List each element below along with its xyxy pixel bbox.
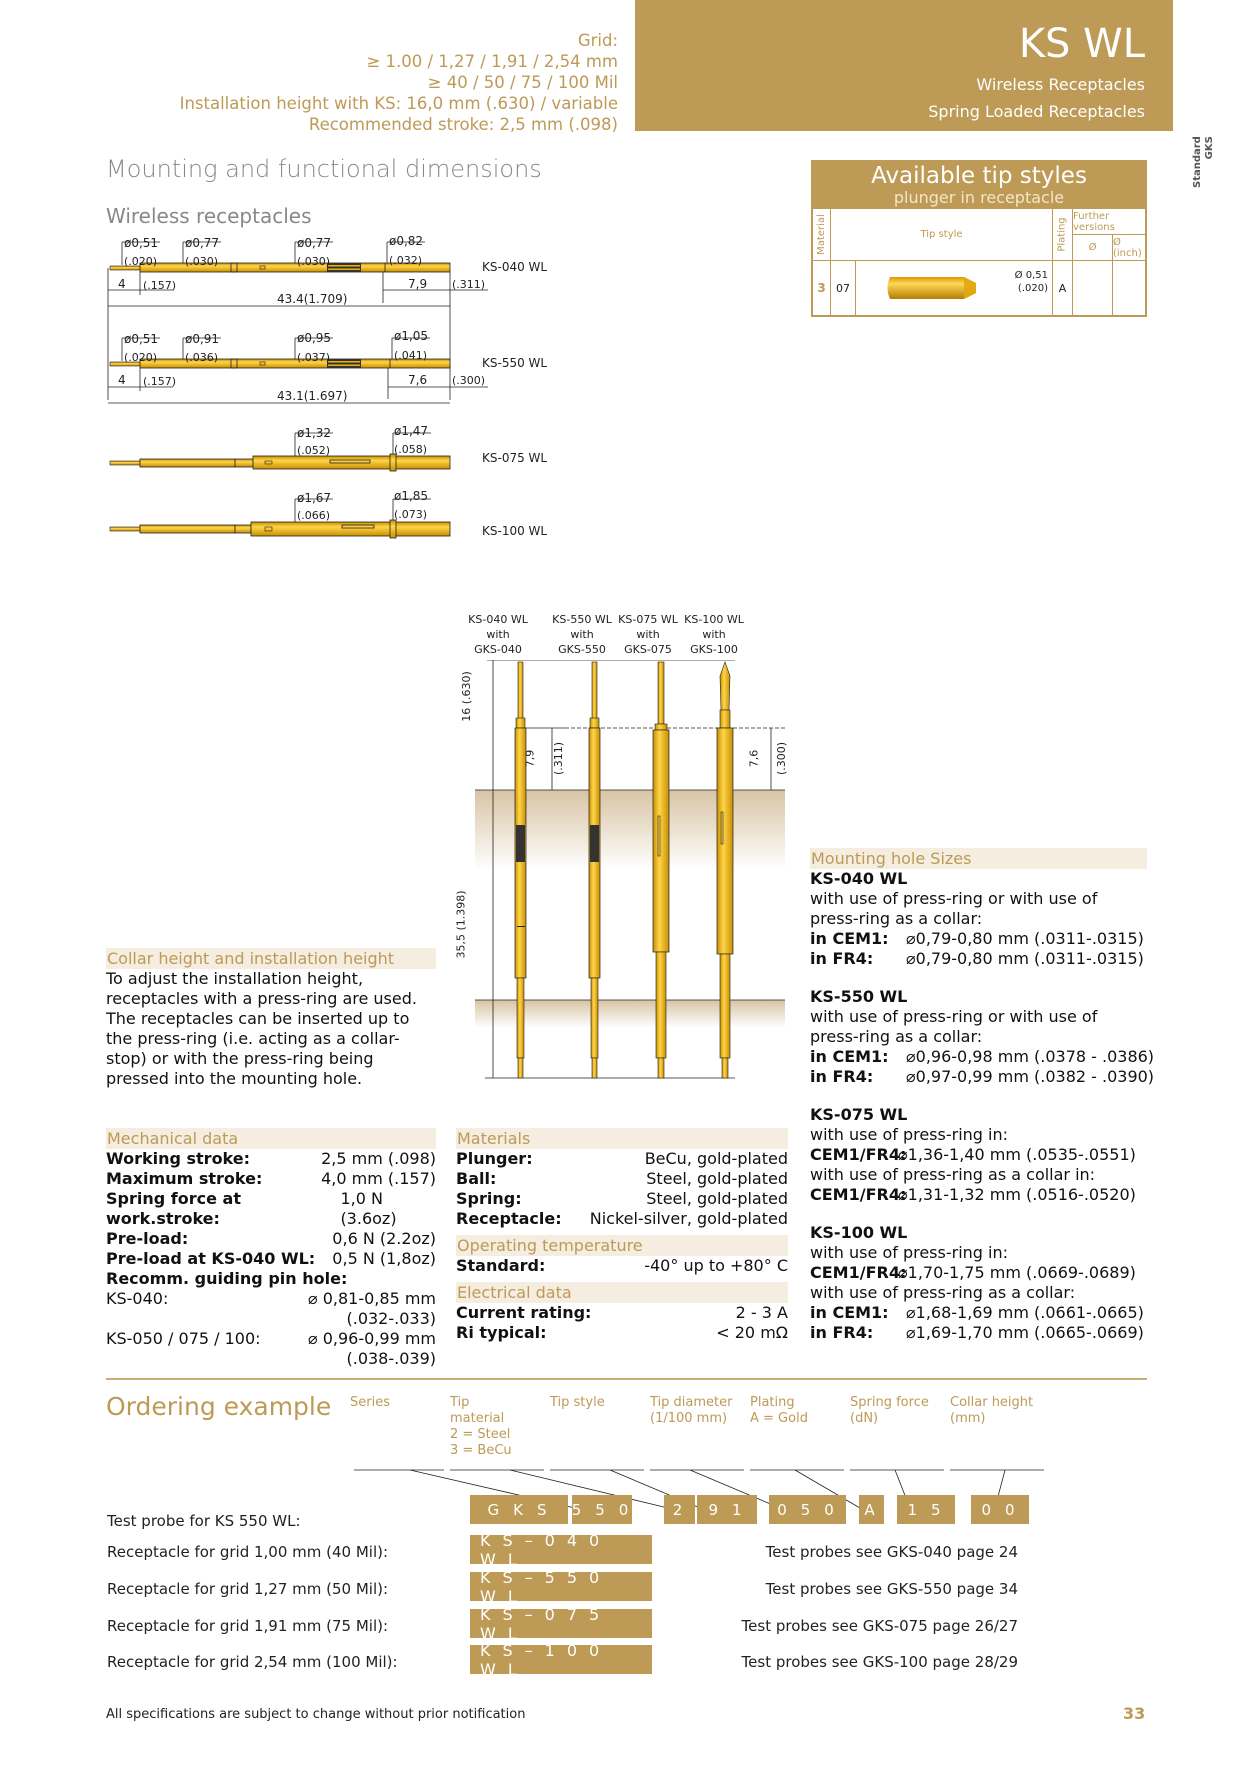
installation-dim-labels xyxy=(455,660,795,1100)
side-tab-label-1: Standard xyxy=(1192,136,1203,188)
mounting-hole-model: KS-100 WL xyxy=(810,1223,908,1242)
mounting-hole-block xyxy=(810,987,1155,1087)
receptacle-name: KS-100 WL xyxy=(482,524,548,538)
mounting-hole-size: ⌀0,97-0,99 mm (.0382 - .0390) xyxy=(906,1067,1155,1086)
install-height: Installation height with KS: 16,0 mm (.630) / variable xyxy=(179,94,618,113)
ordering-column-line: Plating xyxy=(750,1395,795,1410)
dim-label: (.073) xyxy=(394,508,428,521)
tip-styles-subtitle: plunger in receptacle xyxy=(893,188,1065,207)
grid-mm: ≥ 1.00 / 1,27 / 1,91 / 2,54 mm xyxy=(366,52,618,71)
mounting-hole-model: KS-040 WL xyxy=(810,869,908,888)
materials-title: Materials xyxy=(456,1128,788,1149)
tip-styles-title: Available tip styles xyxy=(871,163,1087,189)
data-value: ⌀ 0,81-0,85 mm xyxy=(308,1289,436,1308)
col-l2: with xyxy=(486,628,510,641)
ordering-column-line: material xyxy=(450,1411,505,1426)
mounting-hole-spec xyxy=(810,929,1147,949)
col-l2: with xyxy=(636,628,660,641)
mounting-hole-spec xyxy=(810,1067,1155,1087)
tip-diameter xyxy=(1015,269,1048,295)
mounting-hole-material: in CEM1: xyxy=(810,1303,889,1322)
data-row xyxy=(456,1189,788,1209)
data-value: 1,0 N (3.6oz) xyxy=(340,1189,397,1228)
tip-code: 07 xyxy=(836,281,850,295)
dim-label: 4 xyxy=(118,277,126,291)
dim-label: 7,9 xyxy=(408,277,428,291)
ordering-column-line: (mm) xyxy=(950,1411,986,1426)
dim-label: ø1,85 xyxy=(394,489,429,503)
mounting-hole-note: with use of press-ring or with use of press-ring as a collar: xyxy=(810,1007,1098,1046)
dim-label: ø0,77 xyxy=(297,236,332,250)
data-value: 2 - 3 A xyxy=(735,1303,788,1322)
dim-label: (.030) xyxy=(297,255,331,268)
receptacle-code: KS–040 WL xyxy=(470,1535,652,1564)
collar-section xyxy=(106,948,436,1089)
ordering-column-line: Spring force xyxy=(850,1395,929,1410)
dim-label: (.020) xyxy=(124,255,158,268)
dim-label: ø1,67 xyxy=(297,491,332,505)
col-plating-label: Plating xyxy=(1057,217,1069,252)
dim-label: (.041) xyxy=(394,349,428,362)
col-l3: GKS-075 xyxy=(624,643,672,656)
ordering-column-label xyxy=(550,1395,605,1411)
ordering-column-line: Collar height xyxy=(950,1395,1034,1410)
collar-title: Collar height and installation height xyxy=(106,948,436,969)
diagram-column-label xyxy=(455,612,541,657)
data-value: < 20 mΩ xyxy=(716,1323,788,1342)
ordering-column-line: Tip diameter xyxy=(650,1395,733,1410)
ordering-column-label xyxy=(850,1395,929,1427)
receptacle-code: KS–075 WL xyxy=(470,1609,652,1638)
data-key: KS-050 / 075 / 100: xyxy=(106,1329,261,1348)
data-value: Nickel-silver, gold-plated xyxy=(589,1209,788,1228)
dim-collar-a: 7,9 xyxy=(523,749,537,768)
mounting-holes-title: Mounting hole Sizes xyxy=(810,848,1147,869)
data-key: Standard: xyxy=(456,1256,546,1275)
col-l2: with xyxy=(702,628,726,641)
test-probe-reference: Test probes see GKS-550 page 34 xyxy=(765,1580,1018,1598)
dim-label: 43.4(1.709) xyxy=(277,292,348,306)
mounting-hole-block xyxy=(810,869,1147,969)
mounting-hole-spec xyxy=(810,1303,1147,1323)
mounting-hole-note: with use of press-ring or with use of press-ring as a collar: xyxy=(810,889,1098,928)
row-code xyxy=(831,261,856,315)
col-dia xyxy=(1073,235,1113,261)
mechanical-title: Mechanical data xyxy=(106,1128,436,1149)
data-key: Pre-load: xyxy=(106,1229,189,1248)
mechanical-section xyxy=(106,1128,436,1369)
mounting-hole-blocks xyxy=(810,869,1155,1343)
title-banner xyxy=(635,0,1173,131)
side-tab-label-2: GKS xyxy=(1204,136,1215,160)
data-value: BeCu, gold-plated xyxy=(644,1149,788,1168)
receptacle-name: KS-550 WL xyxy=(482,356,548,370)
dim-label: ø0,77 xyxy=(185,236,220,250)
dim-label: (.311) xyxy=(452,278,486,291)
mounting-hole-block xyxy=(810,1223,1147,1343)
tip-style-icon xyxy=(884,273,984,303)
diagram-column-label xyxy=(615,612,681,657)
plating-value: A xyxy=(1058,281,1067,295)
data-value: 4,0 mm (.157) xyxy=(321,1169,436,1188)
tip-dia-inch: (.020) xyxy=(1017,283,1048,294)
ordering-title: Ordering example xyxy=(106,1392,332,1421)
row-dia-empty xyxy=(1073,261,1113,315)
data-value-inch: (.032-.033) xyxy=(346,1309,436,1328)
col-l3: GKS-040 xyxy=(474,643,522,656)
mounting-hole-size: ⌀1,69-1,70 mm (.0665-.0669) xyxy=(906,1323,1144,1342)
dim-label: ø1,32 xyxy=(297,426,332,440)
data-row xyxy=(456,1149,788,1169)
data-key: Maximum stroke: xyxy=(106,1169,263,1188)
mounting-hole-size: ⌀1,70-1,75 mm (.0669-.0689) xyxy=(898,1263,1136,1282)
mounting-hole-material: in FR4: xyxy=(810,1323,874,1342)
dim-collar-b-inch: (.300) xyxy=(775,741,789,776)
temperature-rows xyxy=(456,1256,788,1276)
data-key: KS-040: xyxy=(106,1289,169,1308)
mounting-hole-size: ⌀1,31-1,32 mm (.0516-.0520) xyxy=(898,1185,1136,1204)
data-row xyxy=(106,1189,436,1229)
data-row xyxy=(106,1249,436,1269)
dim-label: (.052) xyxy=(297,444,331,457)
ordering-column-line: (dN) xyxy=(850,1411,879,1426)
data-row xyxy=(106,1289,436,1309)
data-row xyxy=(106,1329,436,1349)
test-probe-reference: Test probes see GKS-075 page 26/27 xyxy=(741,1617,1018,1635)
dim-label: 43.1(1.697) xyxy=(277,389,348,403)
grid-label: Grid: xyxy=(577,31,618,50)
col-further xyxy=(1073,209,1147,235)
ordering-column-line: A = Gold xyxy=(750,1411,808,1426)
data-key: Ri typical: xyxy=(456,1323,547,1342)
data-key: Working stroke: xyxy=(106,1149,251,1168)
dim-label: (.058) xyxy=(394,443,428,456)
receptacle-code: KS–100 WL xyxy=(470,1645,652,1674)
mounting-hole-material: CEM1/FR4: xyxy=(810,1145,907,1164)
data-key: Ball: xyxy=(456,1169,497,1188)
data-key: Receptacle: xyxy=(456,1209,562,1228)
dim-label: ø0,82 xyxy=(389,234,424,248)
data-row xyxy=(456,1303,788,1323)
receptacle-code: KS–550 WL xyxy=(470,1572,652,1601)
dim-label: ø1,05 xyxy=(394,329,429,343)
subsection-title: Wireless receptacles xyxy=(106,204,312,228)
col-l3: GKS-550 xyxy=(558,643,606,656)
dim-collar-a-inch: (.311) xyxy=(552,741,566,776)
row-material xyxy=(813,261,831,315)
data-value: ⌀ 0,96-0,99 mm xyxy=(308,1329,436,1348)
code-segment: 550 xyxy=(572,1495,632,1524)
materials-section xyxy=(456,1128,788,1343)
code-segment: 050 xyxy=(769,1495,846,1524)
data-row xyxy=(106,1229,436,1249)
tip-styles-grid xyxy=(813,209,1145,315)
dim-height: 16 (.630) xyxy=(459,671,473,722)
data-value: Steel, gold-plated xyxy=(646,1169,788,1188)
mounting-hole-spec xyxy=(810,1047,1155,1067)
tip-styles-header xyxy=(813,162,1145,209)
code-segment: 2 xyxy=(664,1495,695,1524)
receptacle-grid-label: Receptacle for grid 2,54 mm (100 Mil): xyxy=(107,1653,398,1671)
mounting-hole-note: with use of press-ring in: xyxy=(810,1125,1008,1144)
mounting-hole-material: CEM1/FR4: xyxy=(810,1263,907,1282)
test-probe-reference: Test probes see GKS-100 page 28/29 xyxy=(741,1653,1018,1671)
mounting-hole-material: in CEM1: xyxy=(810,1047,889,1066)
ordering-column-line: Tip xyxy=(450,1395,470,1410)
dim-label: (.157) xyxy=(143,375,177,388)
drawing-labels xyxy=(100,225,580,555)
col-plating xyxy=(1053,209,1073,261)
dim-label: ø0,91 xyxy=(185,332,220,346)
data-value: -40° up to +80° C xyxy=(644,1256,788,1275)
subtitle-1: Wireless Receptacles xyxy=(976,75,1145,94)
mounting-hole-size: ⌀0,79-0,80 mm (.0311-.0315) xyxy=(906,949,1144,968)
data-key: Current rating: xyxy=(456,1303,592,1322)
data-row xyxy=(456,1256,788,1276)
product-title: KS WL xyxy=(1018,21,1145,67)
col-further-label: Further versions xyxy=(1073,210,1115,233)
code-segment: 00 xyxy=(971,1495,1029,1524)
page-number: 33 xyxy=(1123,1704,1146,1723)
ordering-column-label xyxy=(350,1395,390,1411)
col-l1: KS-075 WL xyxy=(618,613,678,626)
ordering-column-label xyxy=(650,1395,732,1427)
data-row xyxy=(106,1269,436,1289)
mounting-hole-material: CEM1/FR4: xyxy=(810,1185,907,1204)
row-dia-inch-empty xyxy=(1113,261,1147,315)
data-key: Recomm. guiding pin hole: xyxy=(106,1269,348,1288)
ordering-column-line: (1/100 mm) xyxy=(650,1411,728,1426)
dim-body: 35,5 (1.398) xyxy=(454,890,468,959)
mounting-hole-material: in FR4: xyxy=(810,1067,874,1086)
data-row xyxy=(106,1149,436,1169)
row-plating xyxy=(1053,261,1073,315)
ordering-column-line: 3 = BeCu xyxy=(450,1443,512,1458)
dim-collar-b: 7,6 xyxy=(747,749,761,768)
dim-label: (.036) xyxy=(185,351,219,364)
col-dia-label: Ø xyxy=(1088,242,1097,253)
dim-label: (.066) xyxy=(297,509,331,522)
electrical-title: Electrical data xyxy=(456,1282,788,1303)
dim-label: (.300) xyxy=(452,374,486,387)
receptacle-grid-label: Receptacle for grid 1,91 mm (75 Mil): xyxy=(107,1617,389,1635)
data-key: Spring force at work.stroke: xyxy=(106,1189,241,1228)
mounting-hole-block xyxy=(810,1105,1147,1205)
mounting-hole-size: ⌀1,68-1,69 mm (.0661-.0665) xyxy=(906,1303,1144,1322)
data-row xyxy=(456,1209,788,1229)
col-l2: with xyxy=(570,628,594,641)
dim-label: (.032) xyxy=(389,254,423,267)
mounting-hole-spec xyxy=(810,1145,1147,1165)
mounting-hole-size: ⌀0,96-0,98 mm (.0378 - .0386) xyxy=(906,1047,1155,1066)
dim-label: ø0,51 xyxy=(124,236,159,250)
test-probe-reference: Test probes see GKS-040 page 24 xyxy=(765,1543,1018,1561)
diagram-column-label xyxy=(681,612,747,657)
grid-mil: ≥ 40 / 50 / 75 / 100 Mil xyxy=(427,73,618,92)
col-l1: KS-100 WL xyxy=(684,613,744,626)
collar-text: To adjust the installation height, receptacles with a press-ring are used. The receptacles can be inserted up to the press-ring (i.e. acting as a collar-stop) or with the press-ring being pressed into the mounting hole. xyxy=(106,969,417,1088)
section-title: Mounting and functional dimensions xyxy=(106,155,542,183)
data-row xyxy=(456,1323,788,1343)
col-material-label: Material xyxy=(816,214,827,255)
side-tab[interactable] xyxy=(1192,136,1216,188)
mechanical-rows xyxy=(106,1149,436,1289)
data-key: Plunger: xyxy=(456,1149,533,1168)
code-segment: A xyxy=(859,1495,884,1524)
tip-dia-mm: Ø 0,51 xyxy=(1014,270,1048,281)
diagram-column-label xyxy=(547,612,617,657)
ordering-column-line: Tip style xyxy=(550,1395,605,1410)
materials-rows xyxy=(456,1149,788,1229)
data-value-inch: (.038-.039) xyxy=(346,1349,436,1368)
col-dia-inch-label: Ø (inch) xyxy=(1113,236,1142,259)
dim-label: (.020) xyxy=(124,351,158,364)
data-row xyxy=(456,1169,788,1189)
col-tip-style xyxy=(831,209,1053,261)
mounting-hole-spec xyxy=(810,949,1147,969)
ordering-column-label xyxy=(450,1395,512,1459)
tip-styles-table xyxy=(811,160,1147,317)
data-value: Steel, gold-plated xyxy=(646,1189,788,1208)
recommended-stroke: Recommended stroke: 2,5 mm (.098) xyxy=(308,115,618,134)
ordering-column-label xyxy=(950,1395,1033,1427)
col-dia-inch xyxy=(1113,235,1147,261)
mounting-hole-material: in CEM1: xyxy=(810,929,889,948)
dim-label: ø1,47 xyxy=(394,424,429,438)
receptacle-name: KS-040 WL xyxy=(482,260,548,274)
data-value: 2,5 mm (.098) xyxy=(321,1149,436,1168)
mounting-hole-size: ⌀0,79-0,80 mm (.0311-.0315) xyxy=(906,929,1144,948)
mounting-hole-note: with use of press-ring as a collar in: xyxy=(810,1165,1096,1184)
data-key: Pre-load at KS-040 WL: xyxy=(106,1249,316,1268)
electrical-rows xyxy=(456,1303,788,1343)
receptacle-grid-label: Receptacle for grid 1,27 mm (50 Mil): xyxy=(107,1580,389,1598)
mounting-hole-size: ⌀1,36-1,40 mm (.0535-.0551) xyxy=(898,1145,1136,1164)
col-l1: KS-040 WL xyxy=(468,613,528,626)
dim-label: (.037) xyxy=(297,351,331,364)
receptacle-name: KS-075 WL xyxy=(482,451,548,465)
data-key: Spring: xyxy=(456,1189,522,1208)
example-label: Test probe for KS 550 WL: xyxy=(107,1512,301,1530)
code-segment: GKS xyxy=(470,1495,568,1524)
col-l3: GKS-100 xyxy=(690,643,738,656)
mounting-hole-spec xyxy=(810,1323,1147,1343)
ordering-column-line: 2 = Steel xyxy=(450,1427,511,1442)
mounting-hole-material: in FR4: xyxy=(810,949,874,968)
col-tip-style-label: Tip style xyxy=(920,229,963,240)
guiding-pin-rows xyxy=(106,1289,436,1369)
row-tip-image xyxy=(856,261,1053,315)
ordering-column-line: Series xyxy=(350,1395,390,1410)
dim-label: (.030) xyxy=(185,255,219,268)
mounting-hole-note: with use of press-ring as a collar: xyxy=(810,1283,1076,1302)
header-specs xyxy=(180,30,618,135)
ordering-divider xyxy=(106,1378,1147,1380)
temperature-title: Operating temperature xyxy=(456,1235,788,1256)
mounting-hole-note: with use of press-ring in: xyxy=(810,1243,1008,1262)
disclaimer: All specifications are subject to change without prior notification xyxy=(106,1707,526,1722)
code-segment: 15 xyxy=(897,1495,955,1524)
col-l1: KS-550 WL xyxy=(552,613,612,626)
dim-label: (.157) xyxy=(143,279,177,292)
ordering-column-label xyxy=(750,1395,808,1427)
subtitle-2: Spring Loaded Receptacles xyxy=(928,102,1145,121)
dim-label: 7,6 xyxy=(408,373,428,387)
code-segment: 91 xyxy=(697,1495,757,1524)
mounting-hole-spec xyxy=(810,1185,1147,1205)
mounting-hole-model: KS-075 WL xyxy=(810,1105,908,1124)
dim-label: ø0,51 xyxy=(124,332,159,346)
dim-label: ø0,95 xyxy=(297,331,332,345)
mounting-holes-section xyxy=(810,848,1155,1343)
data-row xyxy=(106,1169,436,1189)
receptacle-grid-label: Receptacle for grid 1,00 mm (40 Mil): xyxy=(107,1543,389,1561)
mounting-hole-spec xyxy=(810,1263,1147,1283)
data-value: 0,5 N (1,8oz) xyxy=(332,1249,436,1268)
mounting-hole-model: KS-550 WL xyxy=(810,987,908,1006)
dim-label: 4 xyxy=(118,373,126,387)
material-value: 3 xyxy=(817,281,826,295)
col-material xyxy=(813,209,831,261)
data-value: 0,6 N (2.2oz) xyxy=(332,1229,436,1248)
